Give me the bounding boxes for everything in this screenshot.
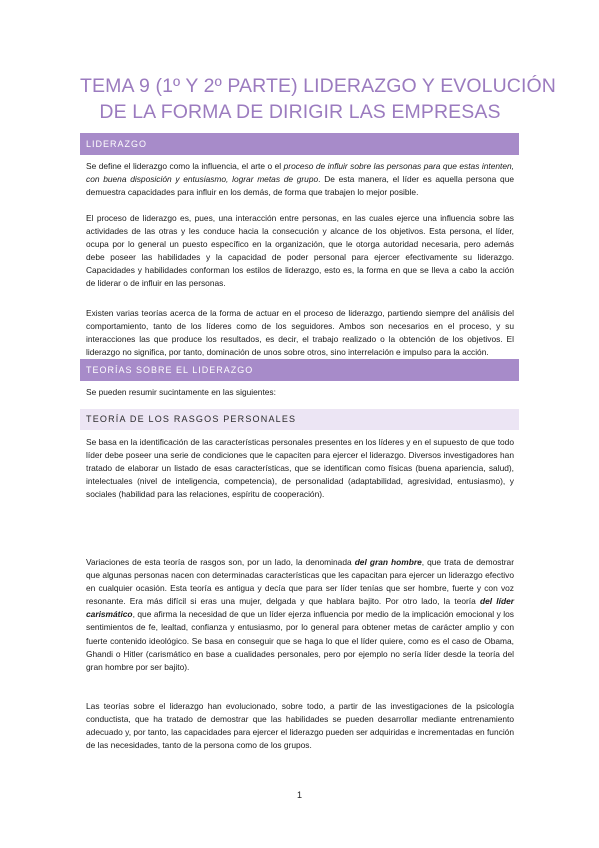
page-number: 1 bbox=[296, 790, 302, 800]
title-line-1: TEMA 9 (1º Y 2º PARTE) LIDERAZGO Y EVOLUCIÓN bbox=[80, 75, 556, 97]
text-segment: Se define el liderazgo como la influencia, el arte o el bbox=[86, 161, 284, 171]
text-segment: , que trata de demostrar que algunas personas nacen con determinadas características que les capacitan para ejercer un liderazgo efectivo en cualquier ocasión. Esta teoría es antigua y decía que para ser líder tenías que ser hombre, fuerte y con voz resonante. Era más difícil si eras una mujer, delgada y que hablara bajito. Por otro lado, la teoría bbox=[86, 557, 514, 607]
italic-segment: del gran hombre bbox=[354, 557, 422, 567]
subsection-heading-rasgos: TEORÍA DE LOS RASGOS PERSONALES bbox=[80, 409, 519, 430]
text-segment: . De esta manera, el líder es aquella persona que demuestra capacidades para influir en los demás, de forma que trabajen lo mejor posible. bbox=[86, 174, 515, 198]
paragraph-definition bbox=[86, 160, 514, 199]
italic-segment: proceso de influir sobre las personas para que estas intenten, con buena disposición y entusiasmo, lograr metas de grupo bbox=[86, 161, 515, 185]
paragraph-evolution: Las teorías sobre el liderazgo han evolucionado, sobre todo, a partir de las investigaciones de la psicología conductista, que ha tratado de demostrar que las habilidades se pueden desarrollar mediante entrenamiento adecuado y, por tanto, las capacidades para ejercer el liderazgo pueden ser adquiridas e incrementadas en función de las necesidades, tanto de la persona como de los grupos. bbox=[86, 701, 514, 751]
paragraph-summary: Se pueden resumir sucintamente en las siguientes: bbox=[86, 387, 276, 397]
section-heading-liderazgo: LIDERAZGO bbox=[80, 133, 519, 155]
text-segment: Variaciones de esta teoría de rasgos son, por un lado, la denominada bbox=[86, 557, 355, 567]
section-heading-teorias: TEORÍAS SOBRE EL LIDERAZGO bbox=[80, 359, 519, 381]
document-title bbox=[80, 73, 556, 125]
paragraph-process: El proceso de liderazgo es, pues, una interacción entre personas, en las cuales ejerce una influencia sobre las actividades de las otras y les conduce hacia la consecución y alcance de los objetivos. Esta persona, el líder, ocupa por lo general un puesto específico en la organización, que le otorga autoridad necesaria, pero además debe poseer las habilidades y la capacidad de poder personal para ejercer efectivamente su liderazgo. Capacidades y habilidades conforman los estilos de liderazgo, esto es, la forma en que se lleva a cabo la acción de liderar o de influir en las personas. bbox=[86, 213, 514, 289]
text-segment: , que afirma la necesidad de que un líder ejerza influencia por medio de la implicación emocional y los sentimientos de fe, lealtad, confianza y entusiasmo, por lo general para obtener metas de carácter amplio y con fuerte contenido ideológico. Se basa en conseguir que se haga lo que el líder quiere, como es el caso de Obama, Ghandi o Hitler (carismático en base a cualidades personales, pero por ejemplo no sería líder desde la teoría del gran hombre por ser bajito). bbox=[86, 609, 514, 672]
paragraph-theories-intro: Existen varias teorías acerca de la forma de actuar en el proceso de liderazgo, partiendo siempre del análisis del comportamiento, tanto de los líderes como de los seguidores. Ambos son necesarios en el proceso, y su interacciones las que produce los resultados, es decir, el trabajo realizado o la obtención de los objetivos. El liderazgo no significa, por tanto, dominación de unos sobre otros, sino interrelación e impulso para la acción. bbox=[86, 308, 514, 358]
title-line-2: DE LA FORMA DE DIRIGIR LAS EMPRESAS bbox=[99, 101, 501, 123]
paragraph-variations bbox=[86, 556, 514, 674]
italic-segment: del líder carismático bbox=[86, 596, 514, 620]
paragraph-traits: Se basa en la identificación de las características personales presentes en los líderes y en el supuesto de que todo líder debe poseer una serie de condiciones que le capaciten para ejercer el liderazgo. Diversos investigadores han tratado de elaborar un listado de esas características, que se identifican como físicas (buena apariencia, salud), intelectuales (nivel de inteligencia, competencia), de personalidad (adaptabilidad, agresividad, entusiasmo), y sociales (habilidad para las relaciones, espíritu de cooperación). bbox=[86, 437, 514, 500]
